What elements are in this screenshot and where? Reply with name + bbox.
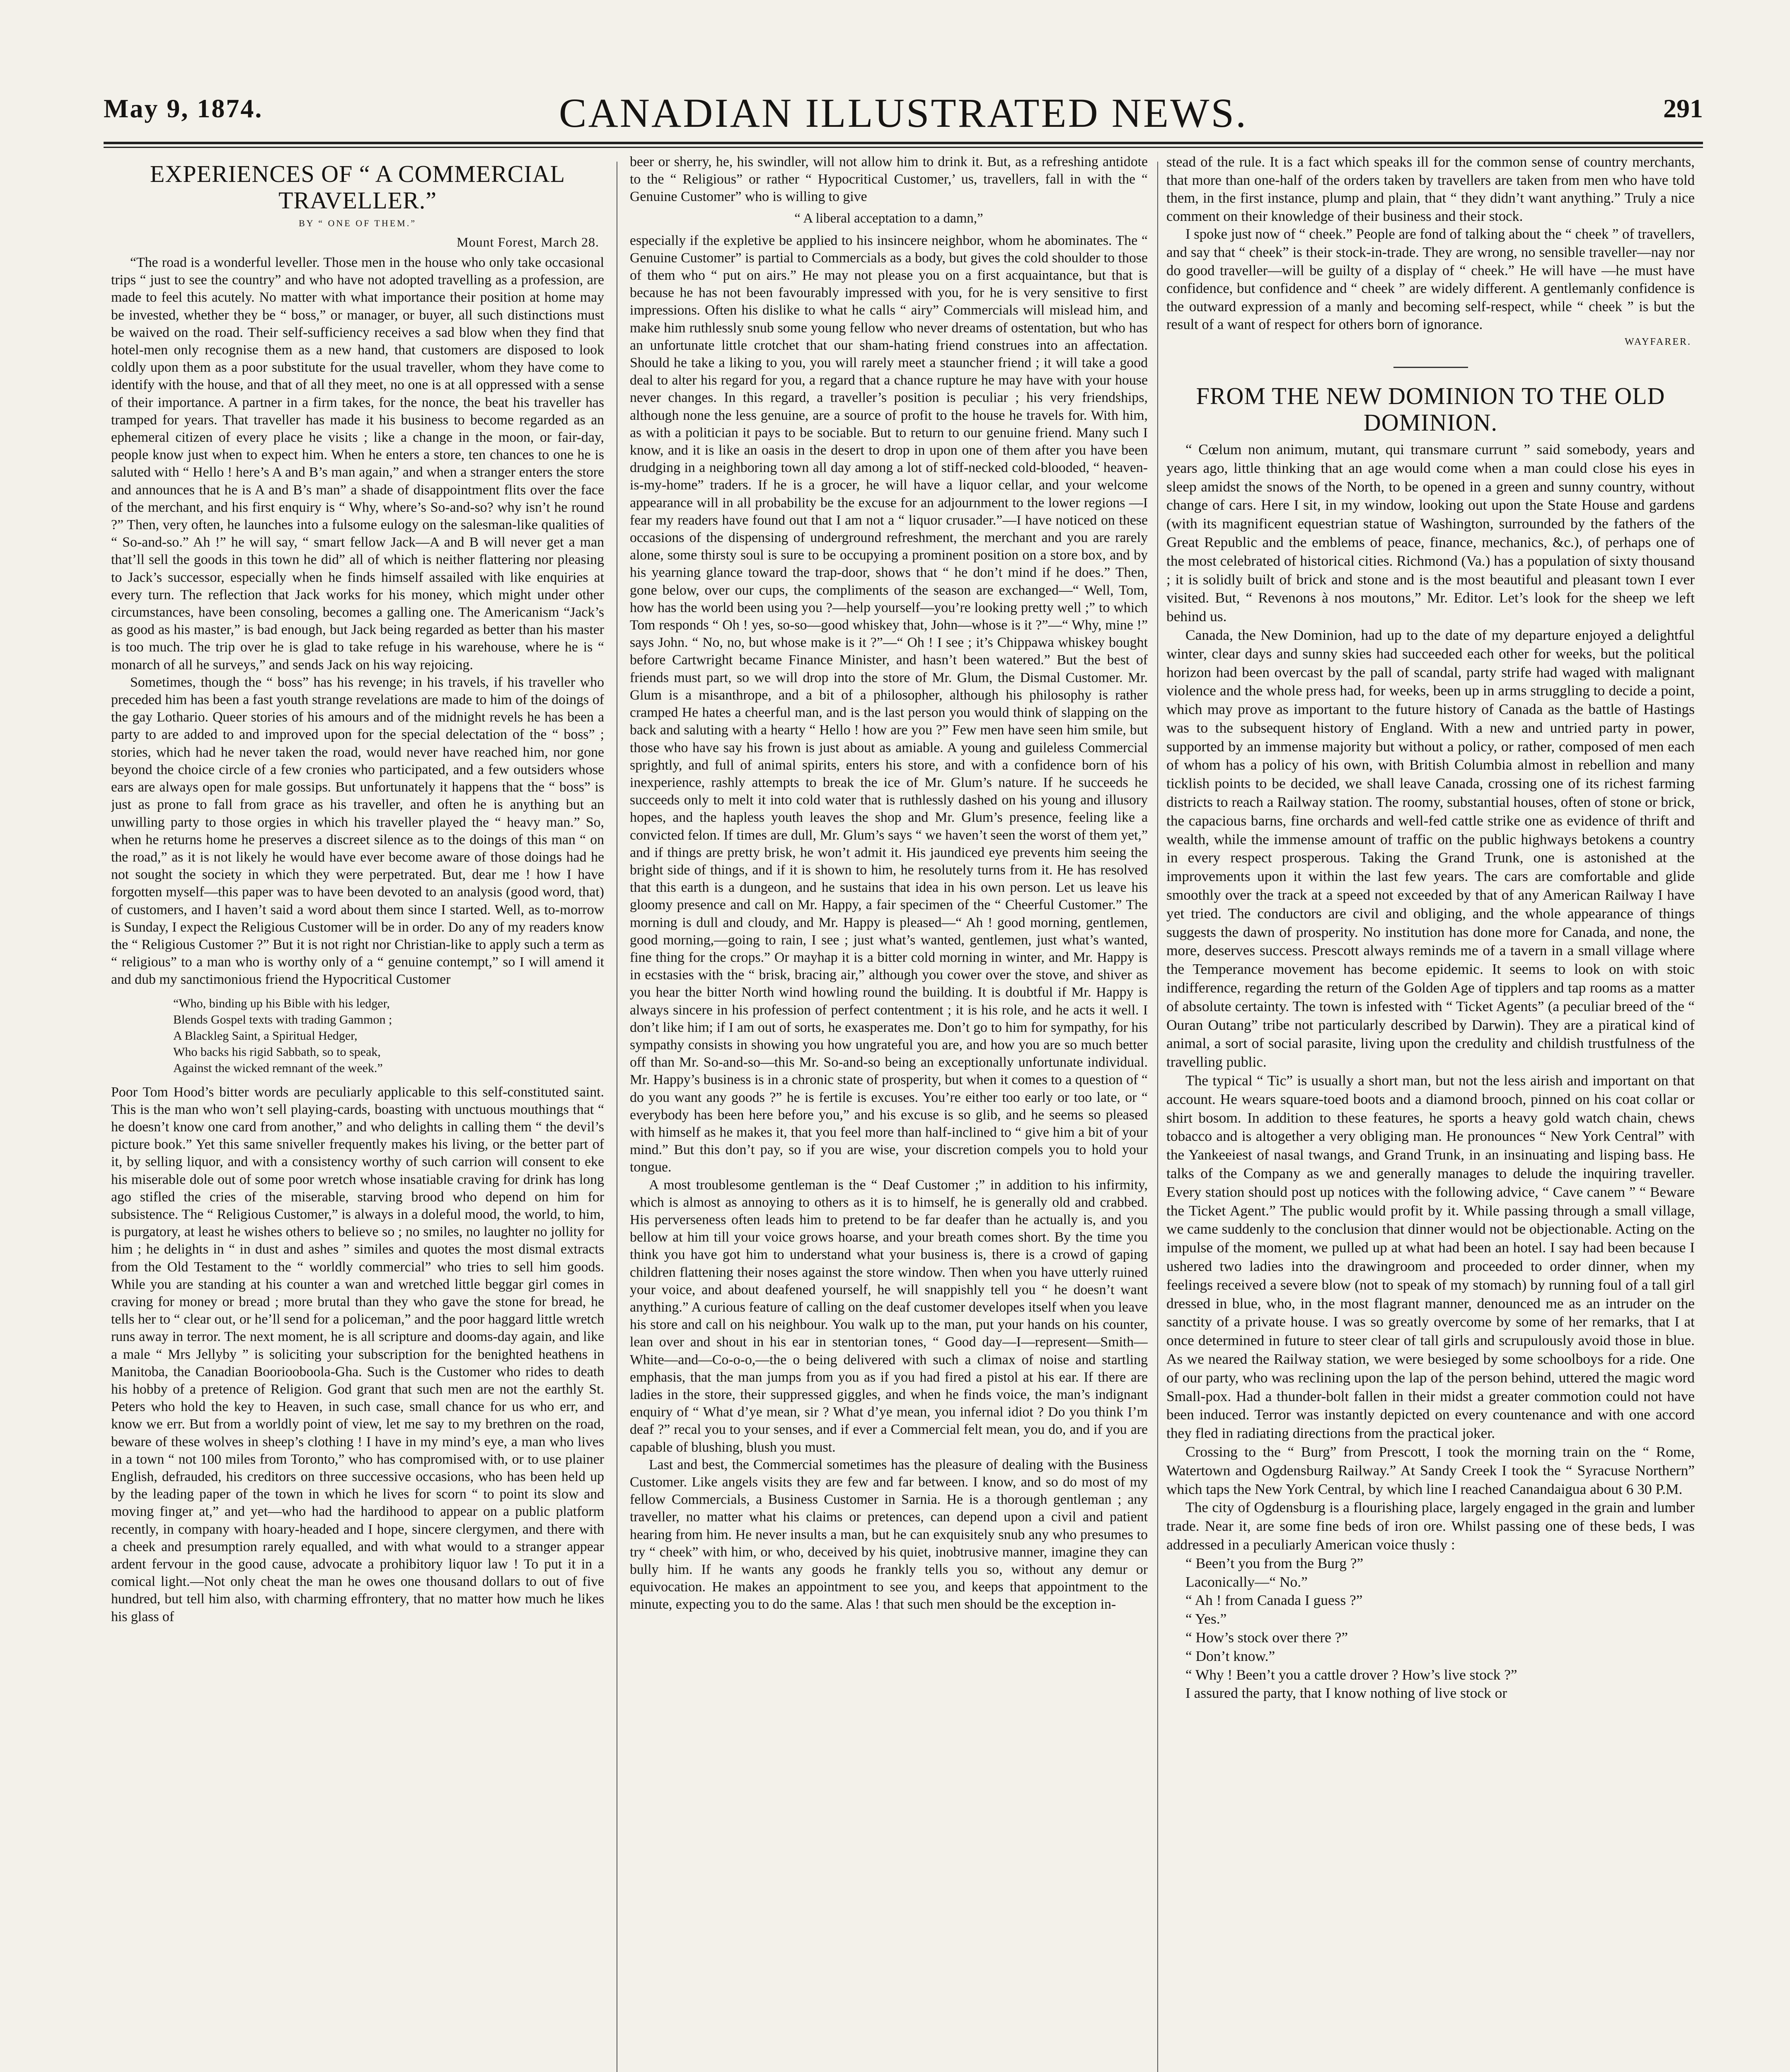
column-1 — [111, 153, 604, 2072]
article-paragraph: The typical “ Tic” is usually a short man, but not the less airish and important on that account. He wears square-toed boots and a diamond brooch, pinned on his coat collar or shirt bosom. In addition to these features, he sports a heavy gold watch chain, chews tobacco and is altogether a very obliging man. He pronounces “ New York Central” with the Yankeeiest of nasal twangs, and Grand Trunk, in an insinuating and lisping bass. He talks of the Company as we and generally manages to delude the inquiring traveller. Every station should post up notices with the following advice, “ Cave canem ” “ Beware the Ticket Agent.” The public would profit by it. While passing through a small village, we came suddenly to the conclusion that dinner would not be objectionable. Acting on the impulse of the moment, we pulled up at what had been an hotel. I say had been because I ushered two ladies into the drawingroom and proceeded to order dinner, when my feelings received a severe blow (not to speak of my stomach) by running foul of a tall girl dressed in blue, who, in the most flagrant manner, denounced me as an intruder on the sanctity of a private house. I was so greatly overcome by some of her remarks, that I at once determined in future to steer clear of tall girls and scrupulously avoid those in blue. As we neared the Railway station, we were besieged by some schoolboys for a ride. One of our party, who was reclining upon the lap of the person behind, uttered the magic word Small-pox. Had a thunder-bolt fallen in their midst a greater commotion could not have been induced. Terror was instantly depicted on every countenance and with one accord they fled in radiating directions from the practical joker. — [1166, 1072, 1695, 1442]
verse-quote — [111, 995, 604, 1076]
article-signature: WAYFARER. — [1624, 336, 1691, 347]
dialogue-line: “ Been’t you from the Burg ?” — [1185, 1554, 1364, 1571]
article-dateline: Mount Forest, March 28. — [457, 235, 599, 249]
article-body — [1166, 440, 1695, 1702]
verse-line: Against the wicked remnant of the week.” — [173, 1061, 383, 1075]
issue-date: May 9, 1874. — [104, 94, 263, 123]
article-paragraph: Last and best, the Commercial sometimes has the pleasure of dealing with the Business Customer. Like angels visits they are few and far between. I know, and so do most of my fellow Commercials, a Business Customer in Sarnia. He is a thorough gentleman ; any traveller, no matter what his claims or pretences, can depend upon a civil and patient hearing from him. He never insults a man, but he can exquisitely snub any who presumes to try “ cheek” with him, or who, deceived by his quiet, inobtrusive manner, imagine they can bully him. If he wants any goods he frankly tells you so, without any demur or equivocation. He makes an appointment to see you, and keeps that appointment to the minute, expecting you to do the same. Alas ! that such men should be the exception in- — [630, 1457, 1148, 1612]
column-divider — [1157, 162, 1158, 2072]
article-separator — [1393, 367, 1468, 368]
article-paragraph: Poor Tom Hood’s bitter words are peculiarly applicable to this self-constituted saint. This is the man who won’t sell playing-cards, boasting with unctuous mouthings that “ he doesn’t know one card from another,” and who delights in calling them “ the devil’s picture book.” Yet this same sniveller frequently makes his living, or the better part of it, by selling liquor, and with a consistency worthy of such carrion will consent to eke his miserable dole out of some poor wretch whose insatiable craving for drink has long ago stifled the cries of the miserable, starving brood who depend on him for subsistence. The “ Religious Customer,” is always in a doleful mood, the world, to him, is purgatory, at least he wishes others to believe so ; no smiles, no laughter no jollity for him ; he delights in “ in dust and ashes ” similes and quotes the most dismal extracts from the Old Testament to the “ worldly commercial” who tries to sell him goods. While you are standing at his counter a wan and wretched little beggar girl comes in craving for money or bread ; more brutal than they who gave the stone for bread, he tells her to “ clear out, or he’ll send for a policeman,” and the poor haggard little wretch runs away in terror. The next moment, he is all scripture and dooms-day again, and like a male “ Mrs Jellyby ” is soliciting your subscription for the benighted heathens in Manitoba, the Canadian Booriooboola-Gha. Such is the Customer who rides to death his hobby of a pretence of Religion. God grant that such men are not the earthly St. Peters who hold the key to Heaven, in such case, small chance for us who err, and know we err. But from a worldly point of view, let me say to my brethren on the road, beware of these wolves in sheep’s clothing ! I have in my mind’s eye, a man who lives in a town “ not 100 miles from Toronto,” who has compromised with, or to use plainer English, defrauded, his creditors on three successive occasions, who has been held up by the leading paper of the town in which he lives for scorn “ to point its slow and moving finger at,” and yet—who had the hardihood to appear on a public platform recently, in company with hoary-headed and I hope, sincere clergymen, and there with a cheek and presumption rarely equalled, and with what would to a stranger appear ardent fervour in the good cause, advocate a prohibitory liquor law ! To put it in a comical light.—Not only cheat the man he owes one thousand dollars to out of five hundred, but tell him also, with charming effrontery, that no matter how much he likes his glass of — [111, 1084, 604, 1624]
dialogue-line: “ How’s stock over there ?” — [1185, 1629, 1348, 1646]
article-paragraph: “The road is a wonderful leveller. Those men in the house who only take occasional trips “ just to see the country” and who have not adopted travelling as a profession, are made to feel this acutely. No matter with what importance their position at home may be invested, whether they be “ boss,” or manager, or buyer, all such distinctions must be waived on the road. Their self-sufficiency receives a sad blow when they find that hotel-men only recognise them as a new hand, that customers are disposed to look coldly upon them as a poor substitute for the usual traveller, whom they have come to identify with the house, and that of all they meet, no one is at all oppressed with a sense of their importance. A partner in a firm takes, for the nonce, the beat his traveller has tramped for years. That traveller has made it his business to become regarded as an ephemeral citizen of every place he visits ; like a change in the moon, or fair-day, people know just when to expect him. When he enters a store, ten chances to one he is saluted with “ Hello ! here’s A and B’s man again,” and when a stranger enters the store and announces that he is A and B’s man” a shade of disappointment flits over the face of the merchant, and his first enquiry is “ Why, where’s So-and-so? why isn’t he round ?” Then, very often, he launches into a fulsome eulogy on the salesman-like qualities of “ So-and-so.” Ah !” he will say, “ smart fellow Jack—A and B will never get a man that’ll sell the goods in this town he did” all of which is neither flattering nor pleasing to Jack’s successor, especially when he finds himself assailed with like enquiries at every turn. The reflection that Jack works for his money, which might under other circumstances, have been consoling, becomes a galling one. The Americanism “Jack’s as good as his master,” is bad enough, but Jack being regarded as better than his master is too much. The trip over he is glad to take refuge in his warehouse, where he is “ monarch of all he surveys,” and sends Jack on his way rejoicing. — [111, 255, 604, 673]
verse-line: “Who, binding up his Bible with his ledger, — [173, 996, 390, 1010]
dialogue-line: “ Don’t know.” — [1185, 1647, 1275, 1664]
article-paragraph: I assured the party, that I know nothing of live stock or — [1185, 1685, 1507, 1702]
verse-line: Blends Gospel texts with trading Gammon ; — [173, 1012, 392, 1026]
verse-line: A Blackleg Saint, a Spiritual Hedger, — [173, 1029, 358, 1043]
dialogue-line: “ Why ! Been’t you a cattle drover ? How’s live stock ?” — [1185, 1666, 1517, 1683]
article-paragraph: I spoke just now of “ cheek.” People are fond of talking about the “ cheek ” of travellers, and say that “ cheek” is their stock-in-trade. They are wrong, no sensible traveller—nay nor do good traveller—will be guilty of a display of “ cheek.” He will have —he must have confidence, but confidence and “ cheek ” are widely different. A gentlemanly confidence is the outward expression of a manly and becoming self-respect, while “ cheek ” is but the result of a want of respect for others born of ignorance. — [1166, 226, 1695, 333]
article-headline: EXPERIENCES OF “ A COMMERCIAL TRAVELLER.” — [150, 160, 566, 214]
masthead-rule-thin — [104, 147, 1703, 148]
article-paragraph: beer or sherry, he, his swindler, will not allow him to drink it. But, as a refreshing antidote to the “ Religious” or rather “ Hypocritical Customer,’ us, travellers, fall in with the “ Genuine Customer” who is willing to give — [630, 154, 1148, 205]
article-paragraph: especially if the expletive be applied to his insincere neighbor, whom he abominates. The “ Genuine Customer” is partial to Commercials as a body, but gives the cold shoulder to those of them who “ put on airs.” He may not please you on a first acquaintance, but that is because he has not been favourably impressed with you, for he is very sensitive to first impressions. Often his dislike to what he calls “ airy” Commercials will mislead him, and make him ruthlessly snub some young fellow who never dreams of ostentation, but who has an unfortunate little crotchet that our sham-hating friend construes into an affectation. Should he take a liking to you, you will rarely meet a stauncher friend ; it will take a good deal to alter his regard for you, a regard that a chance rupture he may have with your house never changes. In this regard, a traveller’s position is peculiar ; his very friendships, although none the less genuine, are a source of profit to the house he travels for. With him, as with a politician it pays to be sociable. But to return to our genuine friend. Many such I know, and it is like an oasis in the desert to drop in upon one of them after you have been drudging in a neighboring town all day among a lot of stiff-necked cold-blooded, “ heaven-is-my-home” traders. If he is a grocer, he will have a liquor cellar, and your welcome appearance will in all probability be the excuse for an adjournment to the lower regions —I fear my readers have found out that I am not a “ liquor crusader.”—I have noticed on these occasions of the dispensing of underground refreshment, the merchant and you are rarely alone, some thirsty soul is sure to be occupying a prominent position on a store box, and by his yearning glance toward the trap-door, shows that “ he don’t mind if he does.” Then, gone below, over our cups, the compliments of the season are exchanged—“ Well, Tom, how has the world been using you ?—help yourself—you’re looking pretty well ;” to which Tom responds “ Oh ! yes, so-so—good whiskey that, John—whose is it ?”—“ Why, mine !” says John. “ No, no, but whose make is it ?”—“ Oh ! I see ; it’s Chippawa whiskey bought before Cartwright became Finance Minister, and hasn’t been watered.” But the best of friends must part, so we will drop into the store of Mr. Glum, the Dismal Customer. Mr. Glum is a misanthrope, and a bit of a philosopher, although his philosophy is rather cramped He hates a cheerful man, and is the last person you would think of slapping on the back and saluting with a hearty “ Hello ! how are you ?” Few men have seen him smile, but those who have say his frown is just about as amiable. A young and guileless Commercial sprightly, and full of animal spirits, enters his store, and with a confidence born of his inexperience, rashly attempts to break the ice of Mr. Glum’s nature. If he succeeds he succeeds only to melt it into cold water that is ruthlessly dashed on his young and illusory hopes, and the hapless youth leaves the shop and Mr. Glum’s presence, feeling like a convicted felon. If times are dull, Mr. Glum’s says “ we haven’t seen the worst of them yet,” and if things are pretty brisk, he won’t admit it. His jaundiced eye prevents him seeing the bright side of things, and if it is shown to him, he resolutely turns from it. He has resolved that this earth is a dungeon, and he sustains that idea in his own person. Let us leave his gloomy presence and call on Mr. Happy, a fair specimen of the “ Cheerful Customer.” The morning is dull and cloudy, and Mr. Happy is pleased—“ Ah ! good morning, gentlemen, good morning,—going to rain, I see ; just what’s wanted, gentlemen, just what’s wanted, fine thing for the crops.” Or mayhap it is a bitter cold morning in winter, and Mr. Happy is in ecstasies with the “ brisk, bracing air,” although you cower over the stove, and shiver as you hear the bitter North wind howling round the building. It is doubtful if Mr. Happy is always sincere in his profession of perfect contentment ; it is his role, and he acts it well. I don’t like him; if I am out of sorts, he exasperates me. Don’t go to him for sympathy, for his sympathy consists in showing you how ungrateful you are, and how you are so much better off than Mr. So-and-so—this Mr. So-and-so being an exceptionally unfortunate individual. Mr. Happy’s business is in a chronic state of prosperity, but when it comes to a question of “ do you want any goods ?” he is fertile is excuses. You’re either too early or too late, or “ everybody has been here before you,” and his excuse is so glib, and he seems so pleased with himself as he makes it, that you feel more than half-inclined to “ give him a bit of your mind.” But this don’t pay, so if you are wise, your discretion compels you to hold your tongue. — [630, 232, 1148, 1175]
dialogue-line: “ Ah ! from Canada I guess ?” — [1185, 1592, 1363, 1609]
article-paragraph: A most troublesome gentleman is the “ Deaf Customer ;” in addition to his infirmity, which is almost as annoying to others as it is to himself, he is generally old and crabbed. His perverseness often leads him to pretend to be far deafer than he actually is, and you bellow at him till your voice grows hoarse, and your breath comes short. By the time you think you have got him to understand what your business is, there is a crowd of gaping children flattening their noses against the store window. Then when you have utterly ruined your voice, and about deafened yourself, he will snappishly tell you “ he doesn’t want anything.” A curious feature of calling on the deaf customer developes itself when you leave his store and call on his neighbour. You walk up to the man, put your hands on his counter, lean over and shout in his ear in stentorian tones, “ Good day—I—represent—Smith—White—and—Co-o-o,—the o being delivered with such a climax of noise and startling emphasis, that the man jumps from you as if you had fired a pistol at his ear. If there are ladies in the store, their suppressed giggles, and when he finds voice, the man’s indignant enquiry of “ What d’ye mean, sir ? What d’ye mean, you infernal idiot ? Do you think I’m deaf ?” recal you to your senses, and if ever a Commercial felt mean, you do, and if you are capable of blushing, blush you must. — [630, 1177, 1148, 1455]
column-3 — [1166, 153, 1695, 2072]
dialogue-line: “ Yes.” — [1185, 1610, 1227, 1627]
verse-quote: “ A liberal acceptation to a damn,” — [794, 211, 983, 226]
article-paragraph: Sometimes, though the “ boss” has his revenge; in his travels, if his traveller who preceded him has been a fast youth strange revelations are made to him of the doings of the gay Lothario. Queer stories of his amours and of the midnight revels he has been a party to are added to and improved upon for the special delectation of the “ boss” ; stories, which had he never taken the road, would never have reached him, nor gone beyond the choice circle of a few cronies who participated, and a few outsiders whose ears are always open for male gossips. But unfortunately it happens that the “ boss” is just as prone to fall from grace as his traveller, and often he is anything but an unwilling party to those orgies in which his traveller played the “ heavy man.” So, when he returns home he preserves a discreet silence as to the doings of this man “ on the road,” as it is not likely he would have ever become aware of those doings had he not sought the society in which they were perpetrated. But, dear me ! how I have forgotten myself—this paper was to have been devoted to an analysis (good word, that) of customers, and I haven’t said a word about them since I started. Well, as to-morrow is Sunday, I expect the Religious Customer will be in order. Do any of my readers know the “ Religious Customer ?” But it is not right nor Christian-like to apply such a term as “ religious” to a man who is worthy only of a “ genuine contempt,” so I will amend it and dub my sanctimonious friend the Hypocritical Customer — [111, 674, 604, 988]
article-byline: BY “ ONE OF THEM.” — [298, 218, 417, 228]
dialogue-line: Laconically—“ No.” — [1185, 1573, 1308, 1590]
verse-line: Who backs his rigid Sabbath, so to speak, — [173, 1045, 381, 1059]
masthead-rule — [104, 142, 1703, 144]
article-headline: FROM THE NEW DOMINION TO THE OLD DOMINION. — [1196, 382, 1665, 436]
article-paragraph: Crossing to the “ Burg” from Prescott, I took the morning train on the “ Rome, Watertown and Ogdensburg Railway.” At Sandy Creek I took the “ Syracuse Northern” which taps the New York Central, by which line I reached Canandaigua about 6 30 P.M. — [1166, 1443, 1695, 1497]
page-number: 291 — [1663, 94, 1703, 123]
article-paragraph: stead of the rule. It is a fact which speaks ill for the common sense of country merchants, that more than one-half of the orders taken by travellers are taken from men who have told them, in the first instance, plump and plain, that “ they didn’t want anything.” Truly a nice comment on their knowledge of their business and their stock. — [1166, 154, 1695, 224]
article-paragraph: “ Cœlum non animum, mutant, qui transmare currunt ” said somebody, years and years ago, little thinking that an age would come when a man could close his eyes in sleep amidst the snows of the North, to be opened in a green and sunny country, without change of cars. Here I sit, in my window, looking out upon the State House and gardens (with its magnificent equestrian statue of Washington, surrounded by the fathers of the Great Republic and the emblems of peace, finance, mechanics, &c.), of perhaps one of the most celebrated of historical cities. Richmond (Va.) has a population of sixty thousand ; it is solidly built of brick and stone and is the most beautiful and pleasant town I ever visited. But, “ Revenons à nos moutons,” Mr. Editor. Let’s look for the sheep we left behind us. — [1166, 441, 1695, 625]
article-paragraph: Canada, the New Dominion, had up to the date of my departure enjoyed a delightful winter, clear days and sunny skies had succeeded each other for weeks, but the political horizon had been overcast by the pall of scandal, party strife had waged with malignant violence and the whole press had, for weeks, been up in arms struggling to decide a point, which may prove as important to the future history of Canada as the battle of Hastings was to the subsequent history of England. With a new and untried party in power, supported by an immense majority but without a policy, or rather, composed of men each of whom has a policy of his own, with British Columbia almost in rebellion and many ticklish points to be decided, we shall leave Canada, crossing one of its richest farming districts to reach a Railway station. The roomy, substantial houses, often of stone or brick, the capacious barns, fine orchards and well-fed cattle strike one as evidence of thrift and wealth, while the immense amount of traffic on the public highways betokens a country in every respect prosperous. Taking the Grand Trunk, one is astonished at the improvements upon it within the last few years. The cars are comfortable and glide smoothly over the track at a speed not exceeded by that of any American Railway I have yet tried. The conductors are civil and obliging, and the whole appearance of things suggests the dawn of prosperity. No institution has done more for Canada, and none, the more, deserves success. Prescott always reminds me of a tavern in a small village where the Temperance movement has become epidemic. It seems to look on with stoic indifference, regarding the return of the Golden Age of tipplers and tap rooms as a matter of absolute certainty. The town is infested with “ Ticket Agents” (a peculiar breed of the “ Ouran Outang” tribe not particularly described by Darwin). They are a piratical kind of animal, a sort of social parasite, living upon the credulity and childish trustfulness of the travelling public. — [1166, 626, 1695, 1070]
article-paragraph: The city of Ogdensburg is a flourishing place, largely engaged in the grain and lumber trade. Near it, are some fine beds of iron ore. Whilst passing one of these beds, I was addressed in a peculiarly American voice thusly : — [1166, 1499, 1695, 1553]
newspaper-title: CANADIAN ILLUSTRATED NEWS. — [559, 90, 1248, 136]
column-2 — [630, 153, 1148, 2072]
